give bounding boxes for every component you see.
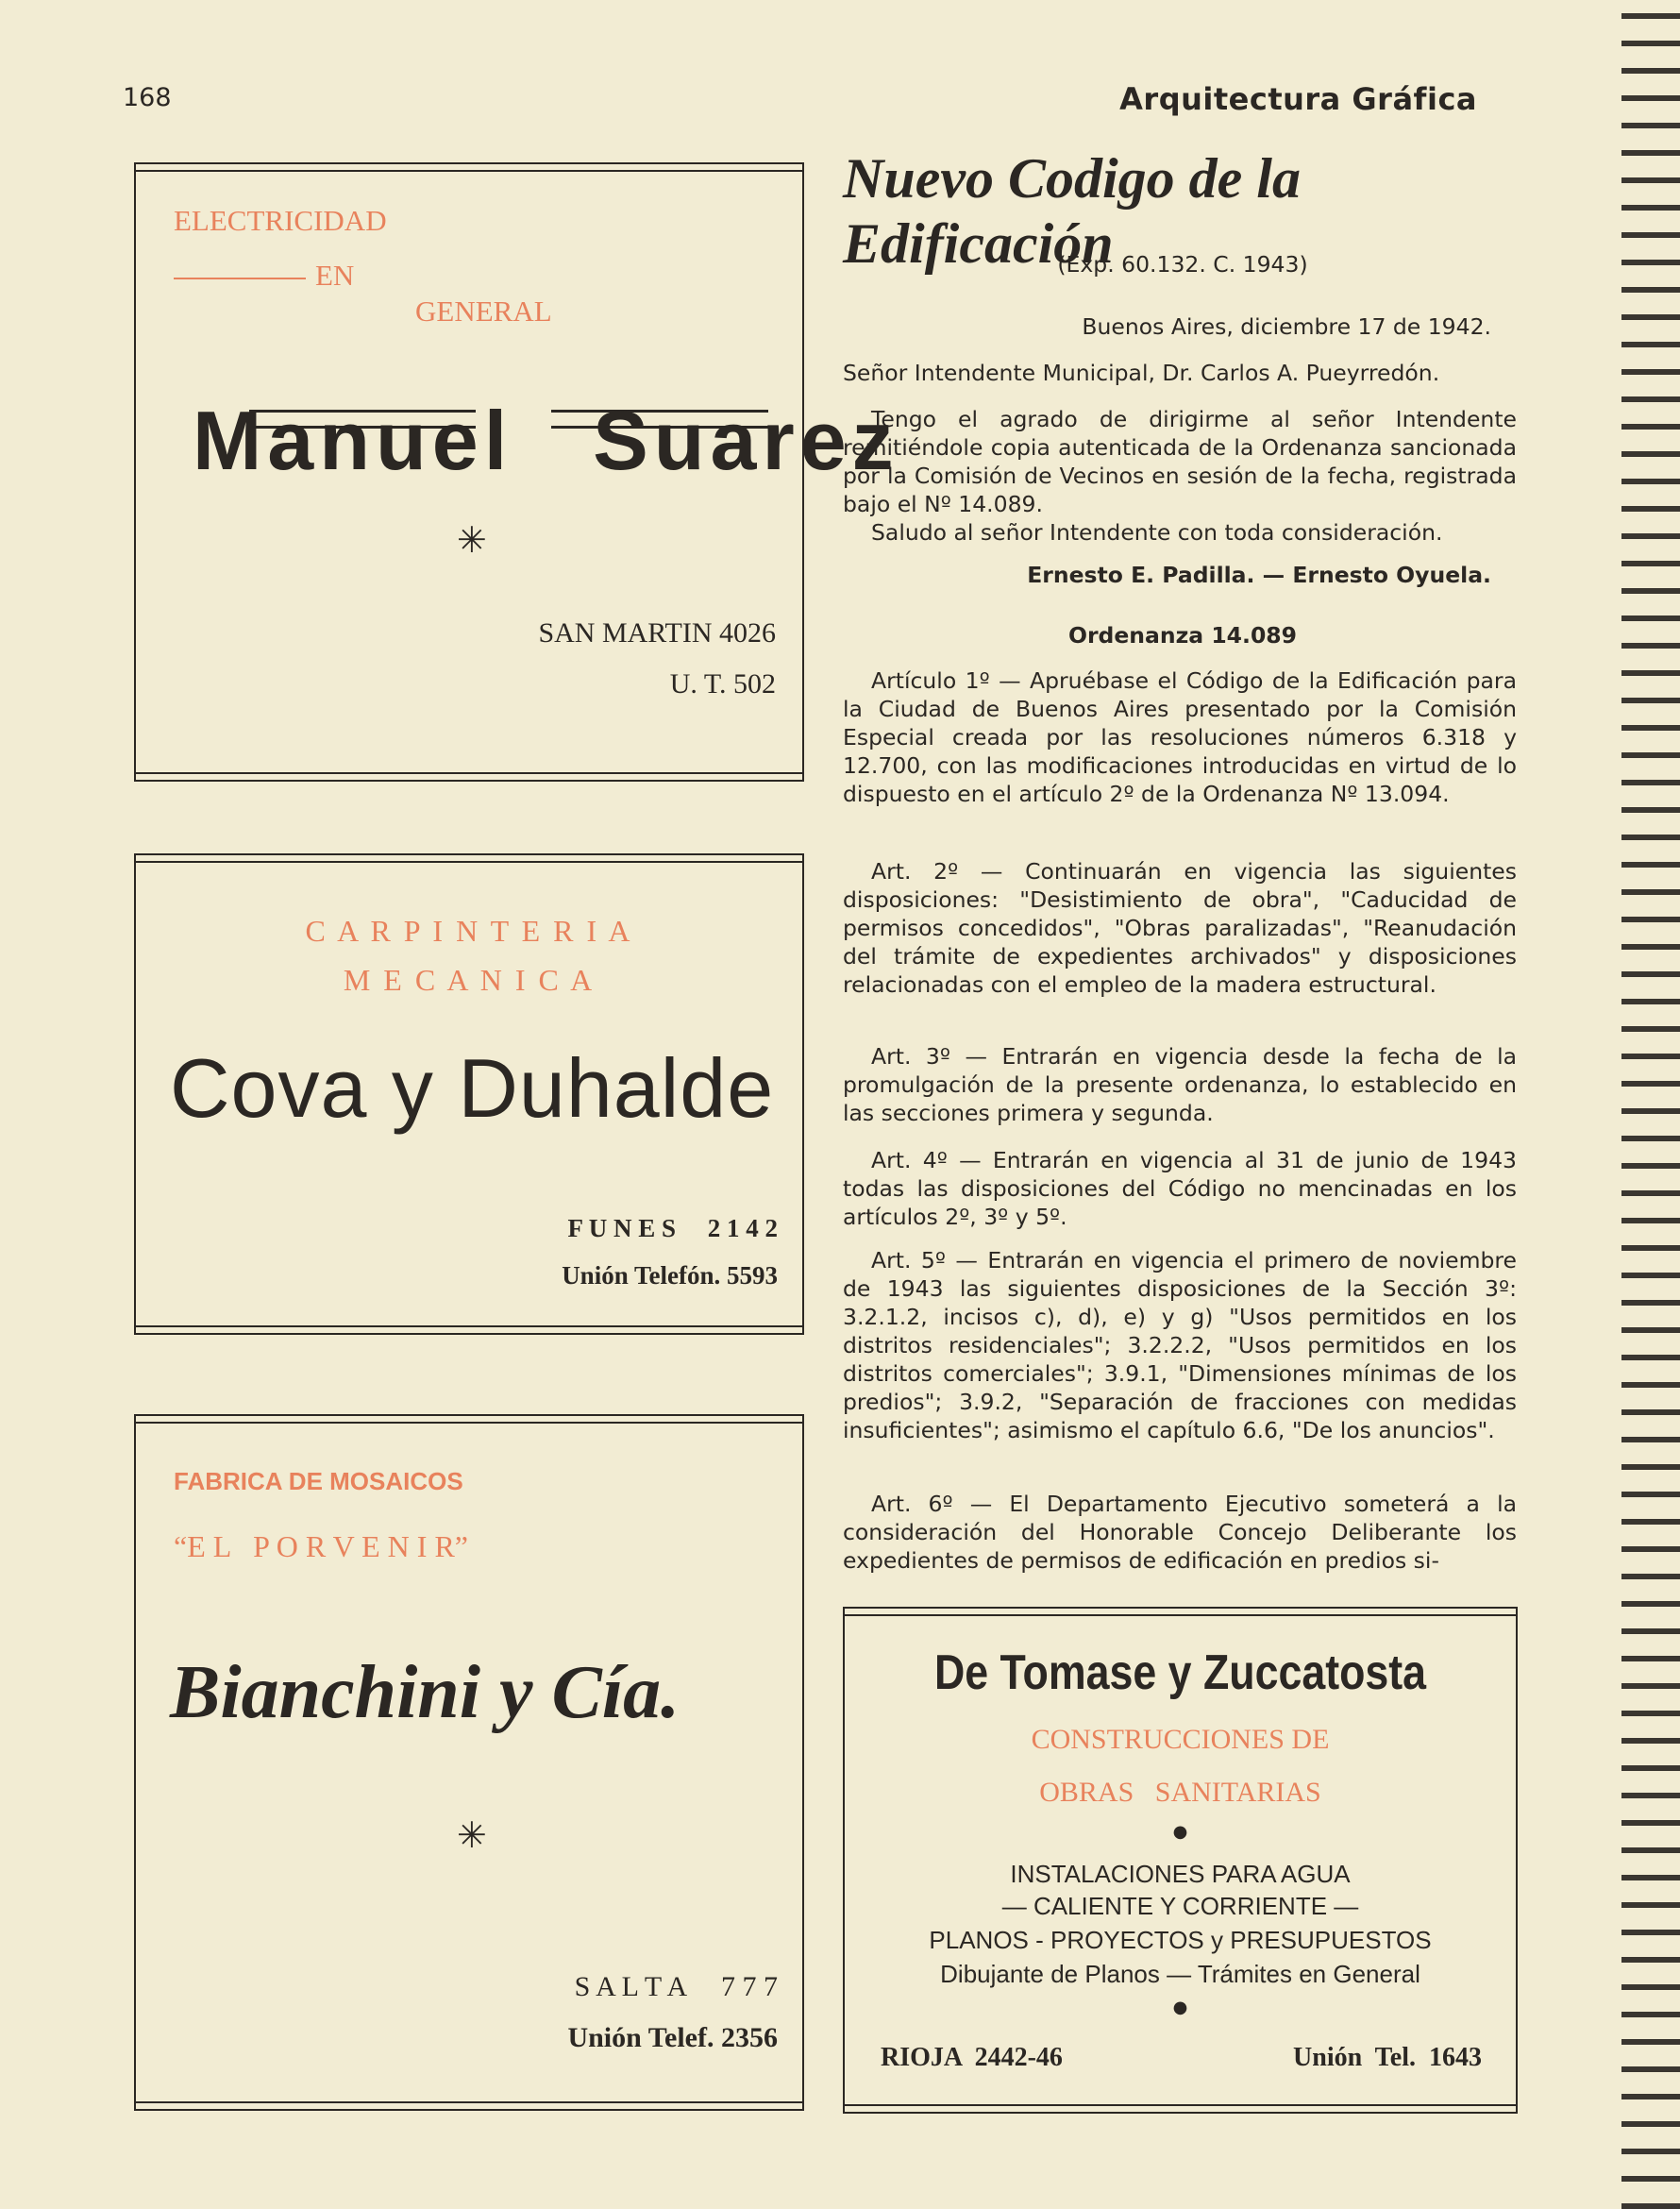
ad-address: RIOJA 2442-46 bbox=[881, 2043, 1063, 2072]
ad-tagline-construcciones: CONSTRUCCIONES DE bbox=[1031, 1724, 1330, 1755]
bullet-ornament-icon: ● bbox=[1172, 1998, 1188, 2017]
ad-address: SAN MARTIN 4026 bbox=[538, 617, 776, 649]
ad-phone: Unión Telefón. 5593 bbox=[562, 1261, 778, 1290]
ad-dash-rule bbox=[174, 278, 306, 279]
ad-tagline-sanitarias: OBRAS SANITARIAS bbox=[1039, 1777, 1321, 1808]
ad-company-name: Cova y Duhalde bbox=[170, 1041, 775, 1135]
ad-bottom-rule bbox=[134, 1325, 804, 1335]
article-salutation: Señor Intendente Municipal, Dr. Carlos A. Pueyrredón. bbox=[843, 360, 1440, 386]
ad-logo-name bbox=[193, 389, 899, 493]
page-number: 168 bbox=[123, 83, 172, 112]
ad-company-name: De Tomase y Zuccatosta bbox=[933, 1645, 1427, 1700]
ad-tagline-en: EN bbox=[315, 259, 355, 292]
ad-manuel-suarez bbox=[134, 162, 899, 782]
ad-service-line-3: PLANOS - PROYECTOS y PRESUPUESTOS bbox=[929, 1926, 1432, 1954]
logo-last-name: Suarez bbox=[593, 394, 899, 487]
article-4: Art. 4º — Entrarán en vigencia al 31 de junio de 1943 todas las disposiciones del Código no mencinadas en los artículos 2º, 3º y 5º. bbox=[843, 1147, 1517, 1230]
ad-top-rule bbox=[134, 853, 804, 863]
ad-address: F U N E S 2 1 4 2 bbox=[567, 1214, 778, 1242]
ad-tagline-general: GENERAL bbox=[415, 295, 552, 328]
ad-service-line-4: Dibujante de Planos — Trámites en General bbox=[940, 1960, 1420, 1988]
ad-bottom-rule bbox=[134, 772, 804, 782]
ad-service-line-1: INSTALACIONES PARA AGUA bbox=[1010, 1860, 1351, 1888]
ad-address: S A L T A 7 7 7 bbox=[574, 1971, 778, 2002]
bullet-ornament-icon: ● bbox=[1172, 1822, 1188, 1842]
ad-company-name: Bianchini y Cía. bbox=[170, 1651, 680, 1734]
ad-tagline-fabrica: FABRICA DE MOSAICOS bbox=[174, 1467, 463, 1495]
logo-first-name: Manuel bbox=[193, 394, 513, 487]
article-date: Buenos Aires, diciembre 17 de 1942. bbox=[1082, 313, 1491, 340]
article-paragraph: Saludo al señor Intendente con toda consideración. bbox=[871, 519, 1443, 546]
ad-tagline-carpinteria: C A R P I N T E R I A bbox=[305, 914, 633, 948]
ad-cova-duhalde bbox=[134, 853, 804, 1335]
article-exp-number: (Exp. 60.132. C. 1943) bbox=[1057, 251, 1308, 278]
article-6: Art. 6º — El Departamento Ejecutivo someterá a la consideración del Honorable Concejo Deliberante los expedientes de permisos de edificación en predios si- bbox=[843, 1491, 1517, 1574]
ad-tagline-porvenir: “E L P O R V E N I R” bbox=[174, 1529, 468, 1563]
ad-top-rule bbox=[843, 1607, 1518, 1616]
ordinance-heading: Ordenanza 14.089 bbox=[1067, 622, 1298, 649]
article-3: Art. 3º — Entrarán en vigencia desde la fecha de la promulgación de la presente ordenanza, lo establecido en las secciones primera y segunda. bbox=[843, 1043, 1517, 1126]
ad-top-rule bbox=[134, 162, 804, 172]
asterisk-ornament-icon: ✳ bbox=[457, 1814, 487, 1856]
asterisk-ornament-icon: ✳ bbox=[457, 519, 487, 561]
ad-top-rule bbox=[134, 1414, 804, 1424]
spiral-binding bbox=[1621, 0, 1680, 2209]
ad-phone: U. T. 502 bbox=[669, 668, 776, 700]
ad-de-tomase bbox=[843, 1607, 1518, 2114]
ad-phone: Unión Telef. 2356 bbox=[567, 2022, 778, 2053]
article-title: Nuevo Codigo de la Edificación bbox=[843, 147, 1301, 275]
article-paragraph: Tengo el agrado de dirigirme al señor Intendente remitiéndole copia autenticada de la Ordenanza sancionada por la Comisión de Vecinos en sesión de la fecha, registrada bajo el Nº 14.089. bbox=[843, 406, 1517, 517]
ad-bottom-rule bbox=[843, 2104, 1518, 2114]
ad-bianchini bbox=[134, 1414, 804, 2111]
ad-tagline-electricidad: ELECTRICIDAD bbox=[174, 204, 387, 237]
article-2: Art. 2º — Continuarán en vigencia las siguientes disposiciones: "Desistimiento de obra", "Caducidad de permisos concedidos", "Obras paralizadas", "Reanudación del trámite de expedientes archivados" y disposiciones relacionadas con el empleo de la madera estructural. bbox=[843, 858, 1517, 998]
article-signature: Ernesto E. Padilla. — Ernesto Oyuela. bbox=[1027, 562, 1491, 588]
ad-phone: Unión Tel. 1643 bbox=[1293, 2043, 1482, 2072]
journal-title: Arquitectura Gráfica bbox=[1119, 81, 1477, 117]
ad-bottom-rule bbox=[134, 2101, 804, 2111]
ad-tagline-mecanica: M E C A N I C A bbox=[343, 963, 596, 997]
ad-service-line-2: — CALIENTE Y CORRIENTE — bbox=[1001, 1892, 1359, 1920]
article-1: Artículo 1º — Apruébase el Código de la Edificación para la Ciudad de Buenos Aires presentado por la Comisión Especial creada por las resoluciones números 6.318 y 12.700, con las modificaciones introducidas en virtud de lo dispuesto en el artículo 2º de la Ordenanza Nº 13.094. bbox=[843, 667, 1517, 807]
article-5: Art. 5º — Entrarán en vigencia el primero de noviembre de 1943 las siguientes disposiciones de la Sección 3º: 3.2.1.2, incisos c), d), e) y g) "Usos permitidos en los distritos residenciales"; 3.2.2.2, "Usos permitidos en los distritos comerciales"; 3.9.1, "Dimensiones mínimas de los predios"; 3.9.2, "Separación de fracciones con medidas insuficientes"; asimismo el capítulo 6.6, "De los anuncios". bbox=[843, 1247, 1517, 1443]
